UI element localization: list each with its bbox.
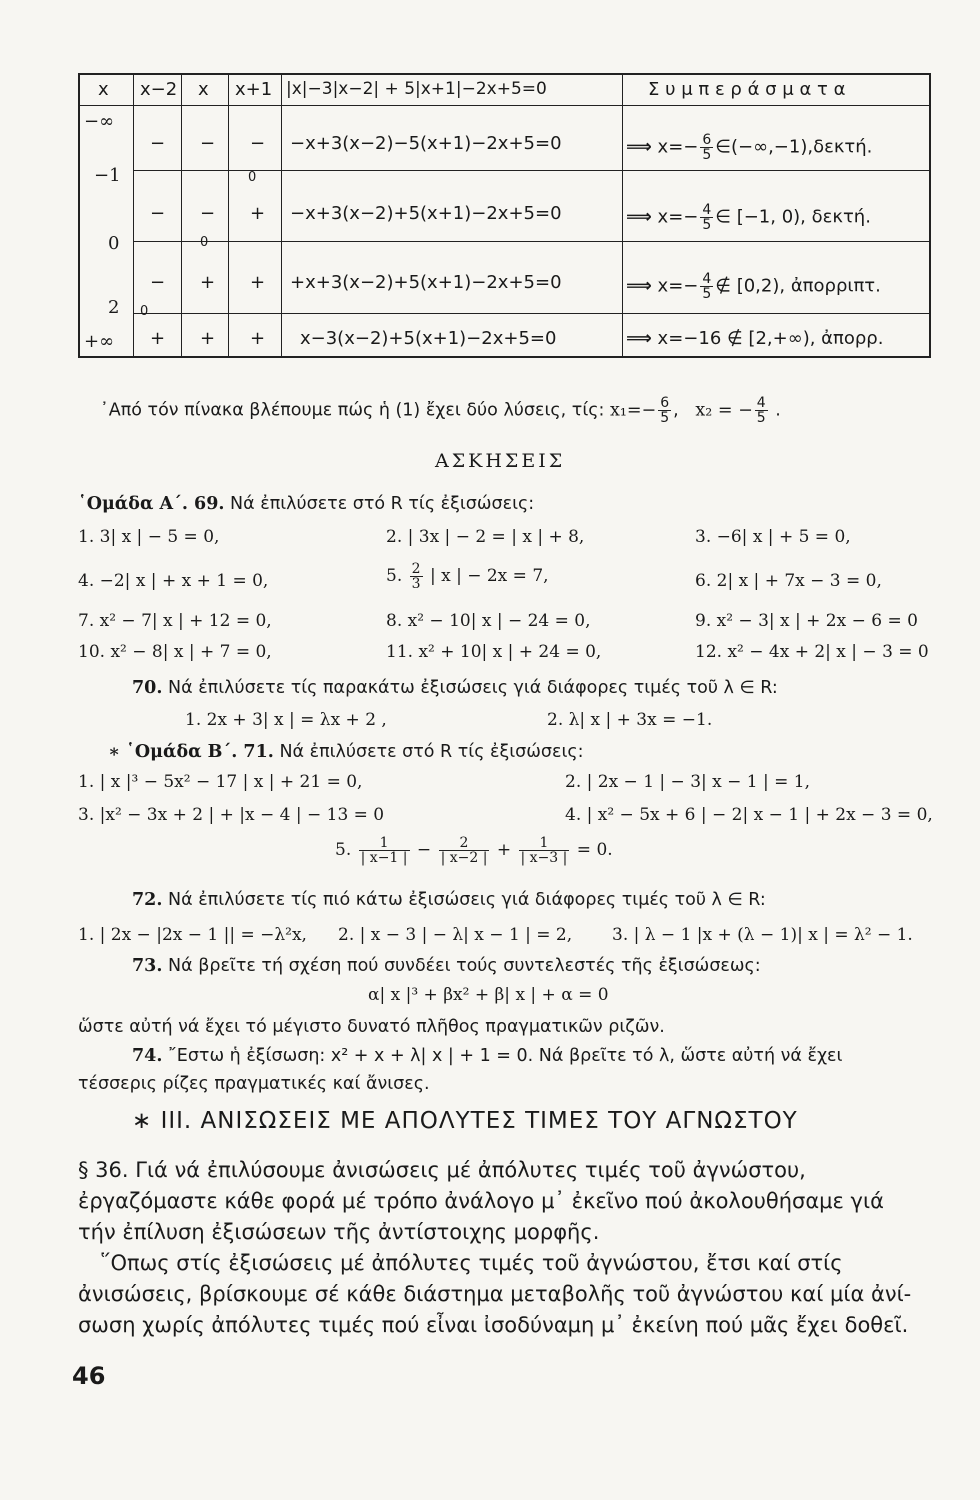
group-b-label: ∗ ῾Ομάδα Β΄. 71.: [108, 742, 274, 762]
ex72-item1: 1. | 2x − |2x − 1 || = −λ²x,: [78, 925, 307, 945]
header-x-plus-1: x+1: [235, 79, 273, 100]
operator: +: [496, 840, 512, 860]
row-conclusion: [626, 272, 881, 301]
numerator: 4: [702, 202, 712, 218]
sign: −: [250, 133, 266, 154]
exercise-74: [132, 1046, 842, 1066]
row-conclusion: [626, 133, 872, 162]
paragraph-line: τήν ἐπίλυση ἐξισώσεων τῆς ἀντίστοιχης μορφῆς.: [78, 1220, 600, 1244]
numerator: 6: [702, 132, 712, 148]
header-equation: |x|−3|x−2| + 5|x+1|−2x+5=0: [286, 79, 547, 99]
ex72-item3: 3. | λ − 1 |x + (λ − 1)| x | = λ² − 1.: [612, 925, 913, 945]
sign: −: [200, 133, 216, 154]
x2-label: x₂ = −: [695, 400, 753, 421]
x-value-0: 0: [108, 233, 120, 254]
solution-prefix: x=−: [657, 275, 699, 297]
solution-prefix: x=−: [657, 206, 699, 228]
ex70-text: Νά ἐπιλύσετε τίς παρακάτω ἐξισώσεις γιά διάφορες τιμές τοῦ λ ∈ R:: [168, 678, 778, 698]
zero-mark-x-minus-2: 0: [140, 304, 149, 319]
x1-label: x₁=−: [610, 400, 657, 421]
exercise-item: 1. 3| x | − 5 = 0,: [78, 527, 220, 547]
sign-table: [78, 73, 931, 358]
ex73-label: 73.: [132, 956, 163, 976]
exercise-item: 10. x² − 8| x | + 7 = 0,: [78, 642, 272, 662]
x1-fraction: [658, 396, 671, 425]
numerator: 4: [702, 271, 712, 287]
fraction: [700, 133, 713, 162]
header-x: x: [98, 79, 109, 100]
ex74-label: 74.: [132, 1046, 163, 1066]
group-b-item1: 1. | x |³ − 5x² − 17 | x | + 21 = 0,: [78, 772, 363, 792]
denominator: 5: [756, 410, 766, 426]
denominator: 5: [660, 410, 670, 426]
numerator: 1: [359, 836, 410, 851]
group-b-item4: 4. | x² − 5x + 6 | − 2| x − 1 | + 2x − 3 = 0,: [565, 805, 933, 825]
ex74-text: ῎Εστω ἡ ἐξίσωση: x² + x + λ| x | + 1 = 0. Νά βρεῖτε τό λ, ὥστε αὐτή νά ἔχει: [168, 1046, 843, 1066]
sign: −: [150, 203, 166, 224]
fraction: [519, 836, 570, 865]
group-a-label: ῾Ομάδα Α΄. 69.: [78, 494, 225, 514]
x2-fraction: [755, 396, 768, 425]
group-b-intro: Νά ἐπιλύσετε στό R τίς ἐξισώσεις:: [279, 742, 584, 762]
fraction: [700, 272, 713, 301]
ex73-text: Νά βρεῖτε τή σχέση πού συνδέει τούς συντελεστές τῆς ἐξισώσεως:: [168, 956, 761, 976]
group-a-line: [78, 494, 534, 514]
denominator: 5: [702, 286, 712, 302]
exercise-72: [132, 890, 766, 910]
fraction: [700, 203, 713, 232]
ex70-label: 70.: [132, 678, 163, 698]
sign: −: [150, 133, 166, 154]
exercise-item: 8. x² − 10| x | − 24 = 0,: [386, 611, 591, 631]
numerator: 4: [756, 395, 766, 411]
x-value-neg-1: −1: [94, 165, 121, 186]
implies-arrow: ⟹: [626, 206, 652, 228]
item-number: 5.: [386, 566, 403, 586]
denominator: | x−1 |: [360, 850, 408, 866]
row-equation: x−3(x−2)+5(x+1)−2x+5=0: [300, 328, 557, 349]
sign: −: [150, 272, 166, 293]
item-number: 5.: [335, 840, 352, 860]
denominator: 5: [702, 217, 712, 233]
implies-arrow: ⟹: [626, 328, 652, 349]
fraction: [359, 836, 410, 865]
ex72-label: 72.: [132, 890, 163, 910]
solution-verdict: ∉ [0,2), ἀπορριπτ.: [715, 275, 881, 297]
exercise-item: 6. 2| x | + 7x − 3 = 0,: [695, 571, 882, 591]
exercise-70: [132, 678, 778, 698]
paragraph-line: σωση χωρίς ἀπόλυτες τιμές πού εἶναι ἰσοδύναμη μ᾿ ἐκείνη πού μᾶς ἔχει δοθεῖ.: [78, 1313, 909, 1337]
conclusion-line: ᾿Από τόν πίνακα βλέπουμε πώς ἡ (1) ἔχει δύο λύσεις, τίς: x₁=− $\frac{6}{5}$ , x₂ = − $\frac{4}{5}$ .: [100, 395, 781, 426]
exercise-item: 9. x² − 3| x | + 2x − 6 = 0: [695, 611, 918, 631]
ex70-item2: 2. λ| x | + 3x = −1.: [547, 710, 713, 730]
denominator: 5: [702, 147, 712, 163]
numerator: 2: [439, 836, 490, 851]
exercise-item: 4. −2| x | + x + 1 = 0,: [78, 571, 269, 591]
ex73-text2: ὥστε αὐτή νά ἔχει τό μέγιστο δυνατό πλῆθος πραγματικῶν ριζῶν.: [78, 1017, 665, 1037]
implies-arrow: ⟹: [626, 136, 652, 158]
header-x2: x: [198, 79, 209, 100]
x-value-2: 2: [108, 297, 120, 318]
zero-mark-x-plus-1: 0: [248, 170, 257, 185]
denominator: | x−2 |: [440, 850, 488, 866]
section-title: ∗ ΙΙΙ. ΑΝΙΣΩΣΕΙΣ ΜΕ ΑΠΟΛΥΤΕΣ ΤΙΜΕΣ ΤΟΥ ΑΓΝΩΣΤΟΥ: [132, 1108, 798, 1134]
exercise-item-5: [386, 562, 549, 591]
paragraph-line: ἐργαζόμαστε κάθε φορά μέ τρόπο ἀνάλογο μ᾿ ἐκεῖνο πού ἀκολουθήσαμε γιά: [78, 1189, 884, 1213]
denominator: 3: [411, 576, 421, 592]
x-value-neg-inf: −∞: [84, 111, 115, 132]
row-conclusion: [626, 328, 883, 349]
sign: +: [250, 328, 266, 349]
row-equation: −x+3(x−2)−5(x+1)−2x+5=0: [290, 133, 562, 154]
paragraph-line: ἀνισώσεις, βρίσκουμε σέ κάθε διάστημα μεταβολῆς τοῦ ἀγνώστου καί μία ἀνί-: [78, 1282, 912, 1306]
ex72-text: Νά ἐπιλύσετε τίς πιό κάτω ἐξισώσεις γιά διάφορες τιμές τοῦ λ ∈ R:: [168, 890, 766, 910]
solution-verdict: ∈(−∞,−1),δεκτή.: [715, 136, 873, 158]
header-conclusions: Σ υ μ π ε ρ ά σ μ α τ α: [648, 79, 846, 100]
x-value-pos-inf: +∞: [84, 331, 115, 352]
exercise-item: 12. x² − 4x + 2| x | − 3 = 0: [695, 642, 929, 662]
row-conclusion: [626, 203, 871, 232]
ex74-text2: τέσσερις ρίζες πραγματικές καί ἄνισες.: [78, 1074, 430, 1094]
sign: +: [250, 272, 266, 293]
sign: +: [150, 328, 166, 349]
solution-verdict: ∉ [2,+∞), ἀπορρ.: [727, 328, 884, 349]
operator: −: [416, 840, 432, 860]
paragraph-line: § 36. Γιά νά ἐπιλύσουμε ἀνισώσεις μέ ἀπόλυτες τιμές τοῦ ἀγνώστου,: [78, 1158, 806, 1182]
ex72-item2: 2. | x − 3 | − λ| x − 1 | = 2,: [338, 925, 573, 945]
group-a-intro: Νά ἐπιλύσετε στό R τίς ἐξισώσεις:: [230, 494, 535, 514]
fraction: [439, 836, 490, 865]
exercise-item: 11. x² + 10| x | + 24 = 0,: [386, 642, 602, 662]
sign: +: [200, 272, 216, 293]
numerator: 1: [519, 836, 570, 851]
conclusion-text: ᾿Από τόν πίνακα βλέπουμε πώς ἡ (1) ἔχει δύο λύσεις, τίς:: [100, 400, 605, 421]
item5-rest: | x | − 2x = 7,: [429, 566, 549, 586]
group-b-line: [108, 742, 584, 762]
implies-arrow: ⟹: [626, 275, 652, 297]
group-b-item3: 3. |x² − 3x + 2 | + |x − 4 | − 13 = 0: [78, 805, 385, 825]
exercise-73: [132, 956, 761, 976]
exercises-heading: ΑΣΚΗΣΕΙΣ: [435, 450, 566, 472]
sign: +: [250, 203, 266, 224]
row-equation: +x+3(x−2)+5(x+1)−2x+5=0: [290, 272, 562, 293]
sign: +: [200, 328, 216, 349]
item5-fraction: [410, 562, 423, 591]
denominator: | x−3 |: [520, 850, 568, 866]
exercise-item: 3. −6| x | + 5 = 0,: [695, 527, 851, 547]
exercise-item: 7. x² − 7| x | + 12 = 0,: [78, 611, 272, 631]
numerator: 2: [411, 561, 421, 577]
solution-prefix: x=−16: [657, 328, 722, 349]
ex73-equation: α| x |³ + βx² + β| x | + α = 0: [368, 985, 609, 1005]
period: .: [775, 400, 781, 421]
ex70-item1: 1. 2x + 3| x | = λx + 2 ,: [185, 710, 387, 730]
solution-verdict: ∈ [−1, 0), δεκτή.: [715, 206, 871, 228]
page-number: 46: [72, 1362, 106, 1390]
solution-prefix: x=−: [657, 136, 699, 158]
paragraph-line: ῞Οπως στίς ἐξισώσεις μέ ἀπόλυτες τιμές τοῦ ἀγνώστου, ἔτσι καί στίς: [100, 1251, 843, 1275]
exercise-item: 2. | 3x | − 2 = | x | + 8,: [386, 527, 585, 547]
equals-zero: = 0.: [576, 840, 613, 860]
group-b-item5: [335, 836, 613, 865]
sign: −: [200, 203, 216, 224]
header-x-minus-2: x−2: [140, 79, 178, 100]
zero-mark-x: 0: [200, 235, 209, 250]
numerator: 6: [660, 395, 670, 411]
row-equation: −x+3(x−2)+5(x+1)−2x+5=0: [290, 203, 562, 224]
group-b-item2: 2. | 2x − 1 | − 3| x − 1 | = 1,: [565, 772, 811, 792]
